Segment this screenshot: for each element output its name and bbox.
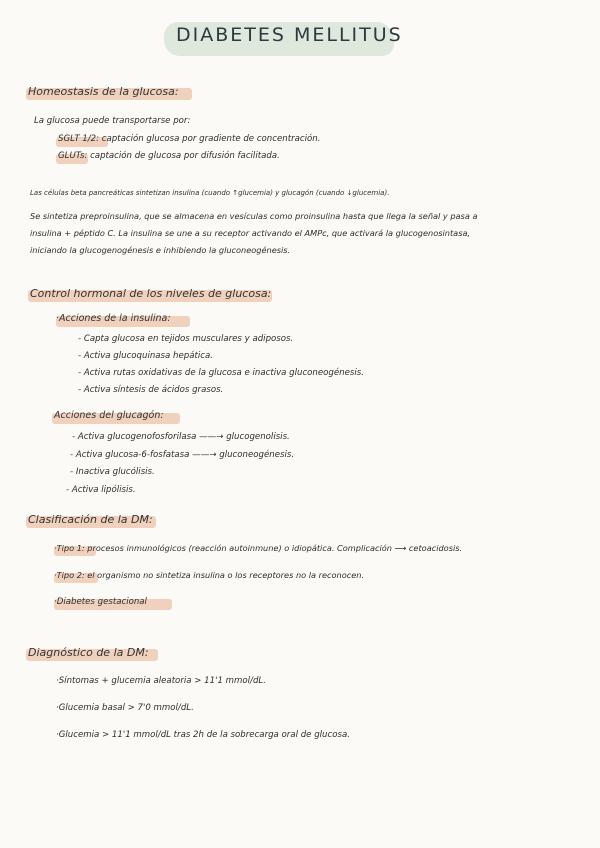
beta-cells-note: Las células beta pancreáticas sintetizan insulina (cuando ↑glucemia) y glucagón (cuando ↓glucemia).: [30, 189, 390, 197]
tipo1-text: : procesos inmunológicos (reacción autoinmune) o idiopática. Complicación ⟶ cetoacidosis.: [81, 543, 463, 553]
glucagon-action-item: - Activa lipólisis.: [66, 485, 136, 495]
sglt-label: SGLT 1/2: [58, 134, 97, 144]
diagnosis-criterion: ·Glucemia basal > 7'0 mmol/dL.: [56, 703, 194, 713]
glucagon-action-item: - Activa glucogenofosforilasa ——→ glucogenolisis.: [72, 432, 290, 442]
synthesis-line-1: Se sintetiza preproinsulina, que se almacena en vesículas como proinsulina hasta que llega la señal y pasa a: [30, 211, 478, 221]
section-heading-control: Control hormonal de los niveles de glucosa:: [30, 287, 272, 300]
insulin-action-item: - Activa glucoquinasa hepática.: [78, 351, 213, 361]
glut-text: : captación de glucosa por difusión facilitada.: [84, 151, 280, 161]
synthesis-line-3: iniciando la glucogenogénesis e inhibiendo la gluconeogénesis.: [30, 245, 291, 255]
diagnosis-criterion: ·Glucemia > 11'1 mmol/dL tras 2h de la sobrecarga oral de glucosa.: [56, 730, 350, 740]
tipo2-label: ·Tipo 2: [54, 570, 82, 580]
tipo1-label: ·Tipo 1: [54, 543, 82, 553]
synthesis-line-2: insulina + péptido C. La insulina se une a su receptor activando el AMPc, que activará la glucogenosintasa,: [30, 228, 471, 238]
section-heading-classification: Clasificación de la DM:: [28, 513, 153, 526]
glut-line: [58, 151, 280, 161]
gestational-diabetes-label: ·Diabetes gestacional: [54, 597, 147, 607]
tipo2-line: [54, 570, 364, 580]
insulin-actions-heading: ·Acciones de la insulina:: [56, 313, 171, 324]
insulin-action-item: - Activa síntesis de ácidos grasos.: [78, 385, 224, 395]
section-heading-homeostasis: Homeostasis de la glucosa:: [28, 85, 179, 98]
glut-label: GLUTs: [58, 151, 85, 161]
glucagon-action-item: - Activa glucosa-6-fosfatasa ——→ gluconeogénesis.: [70, 450, 295, 460]
glucagon-action-item: - Inactiva glucólisis.: [70, 467, 155, 477]
homeostasis-intro: La glucosa puede transportarse por:: [34, 116, 191, 126]
glucagon-actions-heading: Acciones del glucagón:: [54, 410, 164, 421]
insulin-action-item: - Capta glucosa en tejidos musculares y adiposos.: [78, 334, 294, 344]
sglt-line: [58, 134, 320, 144]
sglt-text: : captación glucosa por gradiente de concentración.: [96, 134, 321, 144]
page-title: DIABETES MELLITUS: [176, 24, 403, 46]
tipo1-line: [54, 543, 462, 553]
diagnosis-criterion: ·Síntomas + glucemia aleatoria > 11'1 mmol/dL.: [56, 676, 266, 686]
tipo2-text: : el organismo no sintetiza insulina o los receptores no la reconocen.: [81, 570, 365, 580]
section-heading-diagnosis: Diagnóstico de la DM:: [28, 646, 149, 659]
insulin-action-item: - Activa rutas oxidativas de la glucosa e inactiva gluconeogénesis.: [78, 368, 364, 378]
